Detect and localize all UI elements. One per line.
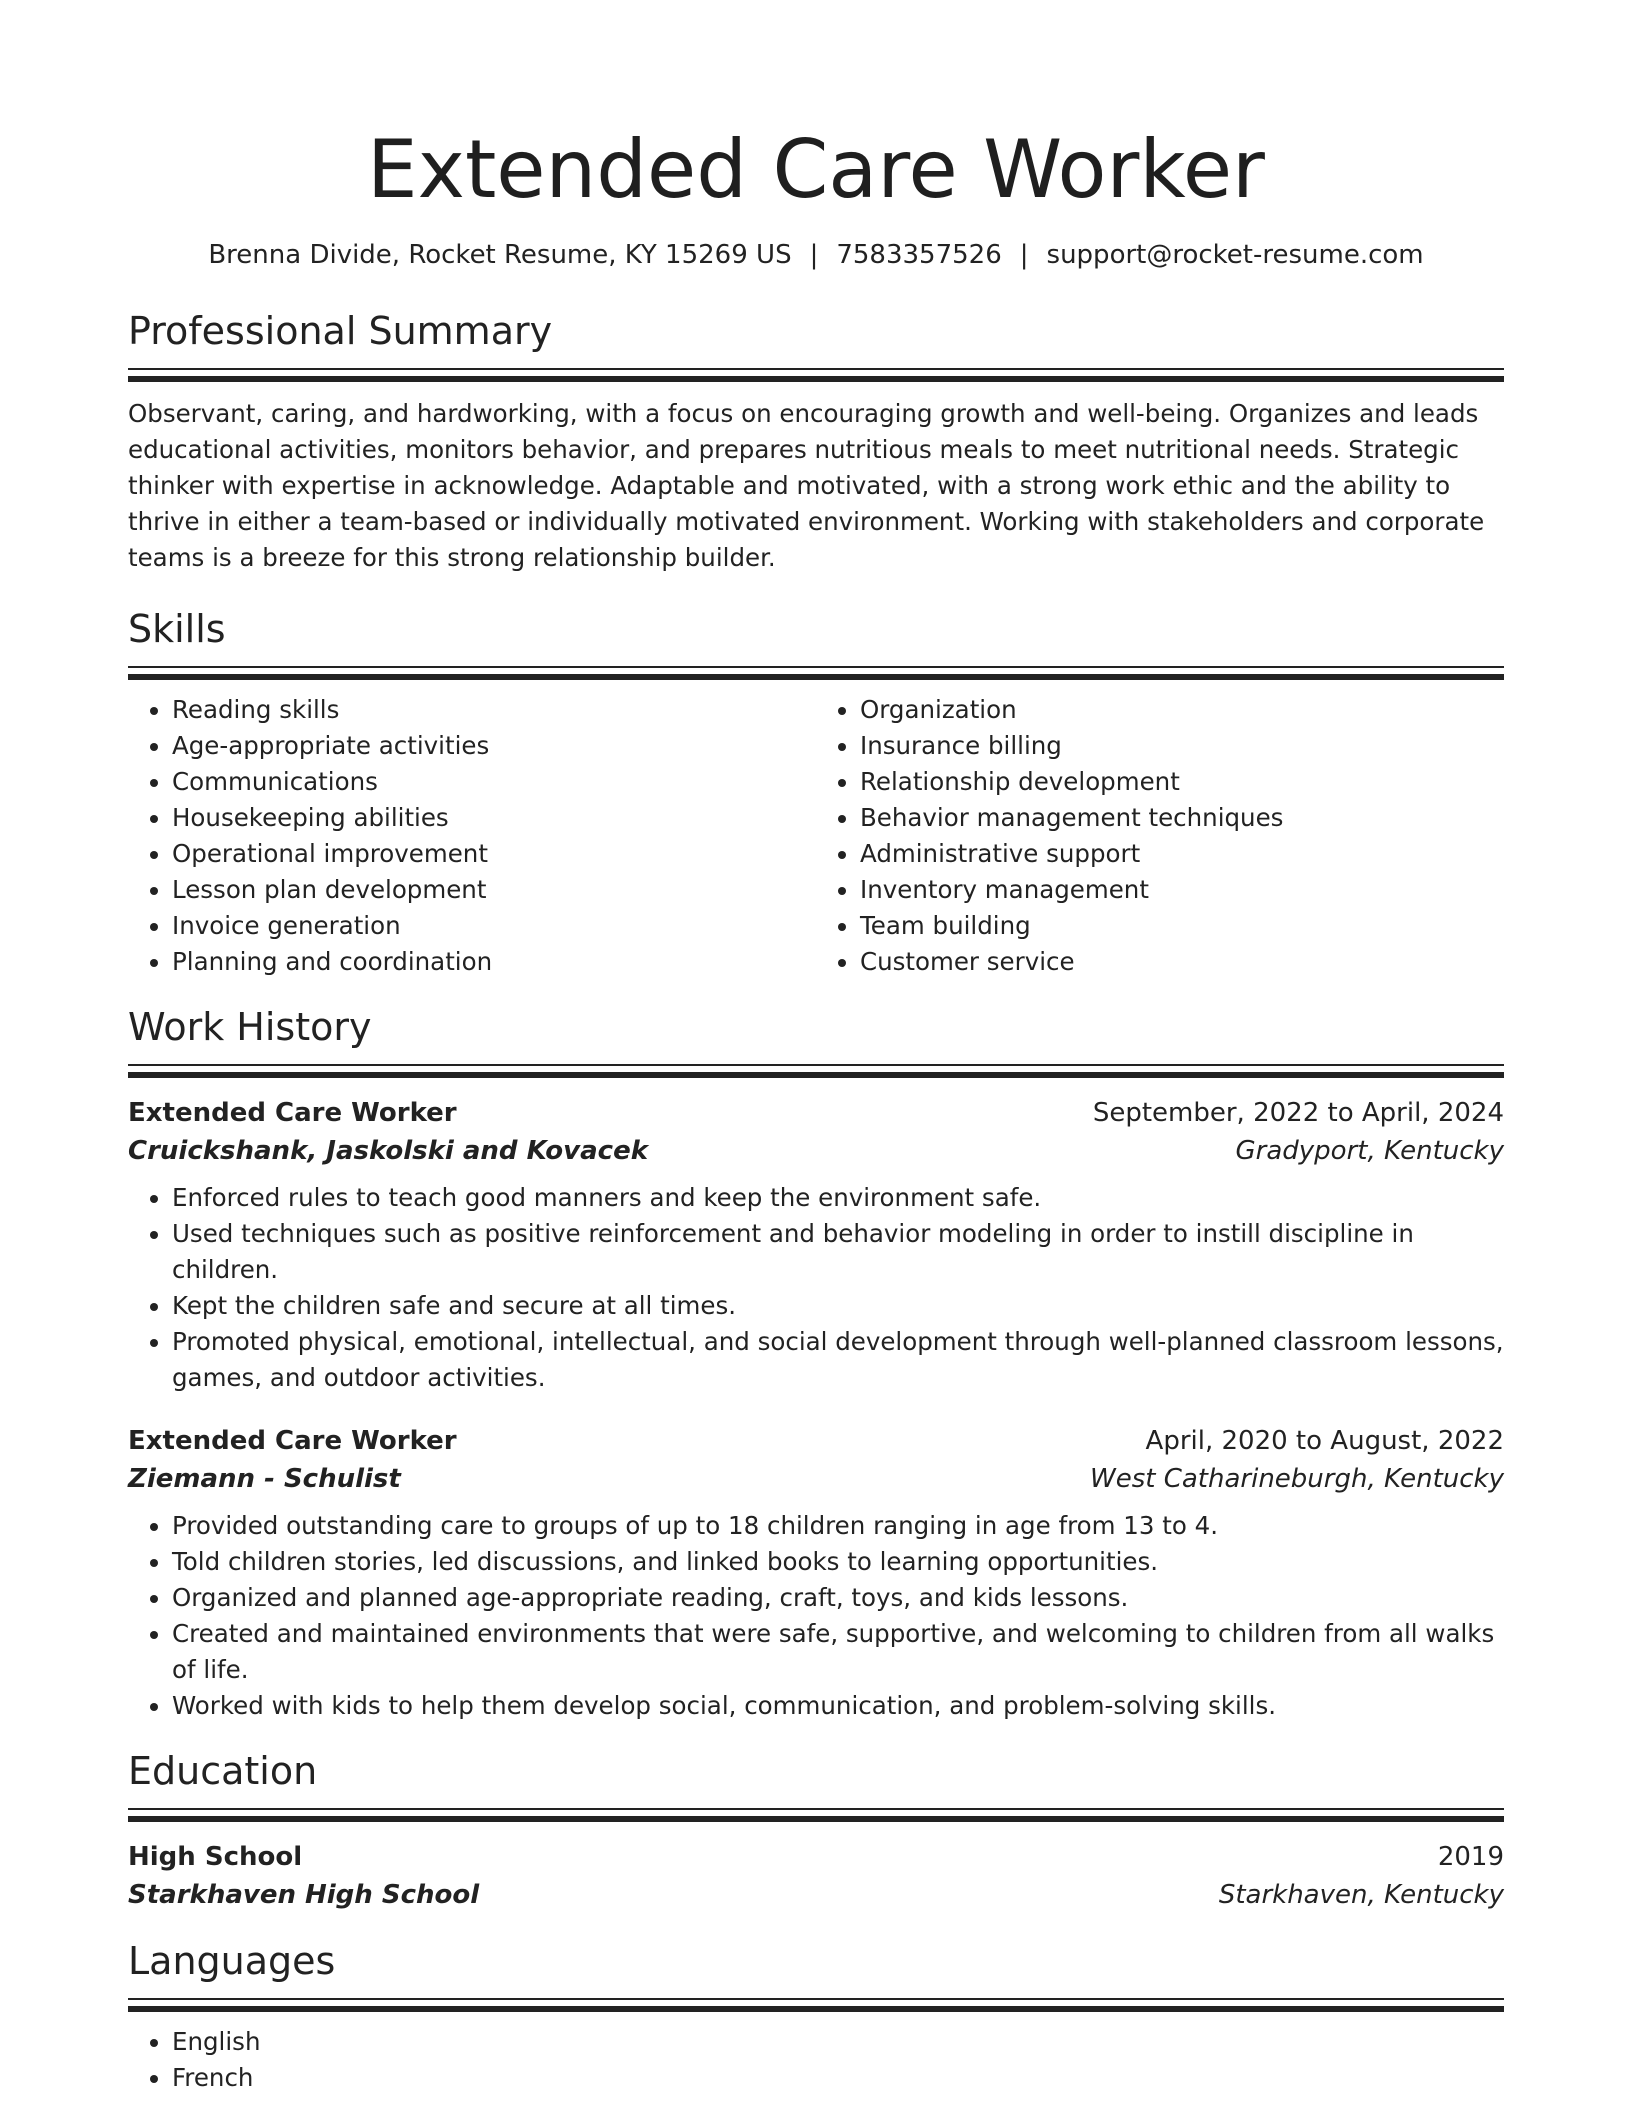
section-rule-thick <box>128 1816 1504 1822</box>
education-school: Starkhaven High School <box>128 1880 480 1910</box>
job-title: Extended Care Worker <box>128 1098 457 1128</box>
job-subheader <box>128 1132 1504 1170</box>
skill-item: • Lesson plan development <box>172 872 816 908</box>
languages-section <box>128 1938 1504 2096</box>
education-location: Starkhaven, Kentucky <box>1218 1880 1504 1910</box>
skills-list-right <box>816 692 1504 980</box>
summary-text: Observant, caring, and hardworking, with a focus on encouraging growth and well-being. Organizes and leads educational activities, monitors behavior, and prepares nutritious meals to meet nutritional needs. Strategic thinker with expertise in acknowledge. Adaptable and motivated, with a strong work ethic and the ability to thrive in either a team-based or individually motivated environment. Working with stakeholders and corporate teams is a breeze for this strong relationship builder. <box>128 399 1485 572</box>
section-rule-thick <box>128 2006 1504 2012</box>
job-bullets <box>128 1180 1504 1396</box>
section-rule-thick <box>128 674 1504 680</box>
job-title: Extended Care Worker <box>128 1426 457 1456</box>
job-bullet: • Enforced rules to teach good manners and keep the environment safe. <box>172 1180 1504 1216</box>
job-entry <box>128 1422 1504 1724</box>
job-header <box>128 1422 1504 1460</box>
skill-item: • Invoice generation <box>172 908 816 944</box>
job-dates: April, 2020 to August, 2022 <box>1145 1426 1504 1456</box>
job-bullet: • Promoted physical, emotional, intellectual, and social development through well-planned classroom lessons, games, and outdoor activities. <box>172 1324 1504 1396</box>
job-bullet: • Kept the children safe and secure at all times. <box>172 1288 1504 1324</box>
skill-item: • Planning and coordination <box>172 944 816 980</box>
language-item: • English <box>172 2024 1504 2060</box>
work-section <box>128 1004 1504 1724</box>
section-rule <box>128 1998 1504 2000</box>
education-section <box>128 1748 1504 1914</box>
section-rule <box>128 368 1504 370</box>
skills-list-left <box>128 692 816 980</box>
job-bullet: • Created and maintained environments that were safe, supportive, and welcoming to children from all walks of life. <box>172 1616 1504 1688</box>
skill-item: • Customer service <box>860 944 1504 980</box>
job-bullet: • Told children stories, led discussions, and linked books to learning opportunities. <box>172 1544 1504 1580</box>
education-entry <box>128 1838 1504 1914</box>
job-bullet: • Provided outstanding care to groups of up to 18 children ranging in age from 13 to 4. <box>172 1508 1504 1544</box>
section-rule-thick <box>128 376 1504 382</box>
skill-item: • Behavior management techniques <box>860 800 1504 836</box>
summary-section <box>128 308 1504 576</box>
section-title-summary: Professional Summary <box>128 309 553 353</box>
skill-item: • Operational improvement <box>172 836 816 872</box>
section-rule <box>128 666 1504 668</box>
skill-item: • Reading skills <box>172 692 816 728</box>
contact-phone: 7583357526 <box>836 240 1002 270</box>
skill-item: • Insurance billing <box>860 728 1504 764</box>
skill-item: • Administrative support <box>860 836 1504 872</box>
section-rule <box>128 1064 1504 1066</box>
job-location: West Catharineburgh, Kentucky <box>1090 1464 1504 1494</box>
section-title-education: Education <box>128 1749 318 1793</box>
language-item: • French <box>172 2060 1504 2096</box>
job-bullet: • Worked with kids to help them develop social, communication, and problem-solving skills. <box>172 1688 1504 1724</box>
job-bullet: • Used techniques such as positive reinforcement and behavior modeling in order to instill discipline in children. <box>172 1216 1504 1288</box>
section-title-languages: Languages <box>128 1939 336 1983</box>
contact-separator: | <box>809 240 819 270</box>
education-header <box>128 1838 1504 1876</box>
skill-item: • Age-appropriate activities <box>172 728 816 764</box>
education-degree: High School <box>128 1842 303 1872</box>
education-year: 2019 <box>1437 1842 1504 1872</box>
contact-line <box>128 238 1504 272</box>
skill-item: • Inventory management <box>860 872 1504 908</box>
job-company: Ziemann - Schulist <box>128 1464 401 1494</box>
languages-list <box>128 2024 1504 2096</box>
skill-item: • Housekeeping abilities <box>172 800 816 836</box>
resume-name: Extended Care Worker <box>367 123 1265 216</box>
job-company: Cruickshank, Jaskolski and Kovacek <box>128 1136 648 1166</box>
skills-section <box>128 606 1504 980</box>
job-entry <box>128 1094 1504 1396</box>
job-dates: September, 2022 to April, 2024 <box>1092 1098 1504 1128</box>
skill-item: • Organization <box>860 692 1504 728</box>
skill-item: • Team building <box>860 908 1504 944</box>
contact-email: support@rocket-resume.com <box>1046 240 1424 270</box>
contact-separator: | <box>1019 240 1029 270</box>
job-subheader <box>128 1460 1504 1498</box>
contact-address: Brenna Divide, Rocket Resume, KY 15269 US <box>208 240 792 270</box>
education-subheader <box>128 1876 1504 1914</box>
skill-item: • Relationship development <box>860 764 1504 800</box>
job-bullets <box>128 1508 1504 1724</box>
section-rule <box>128 1808 1504 1810</box>
section-rule-thick <box>128 1072 1504 1078</box>
job-location: Gradyport, Kentucky <box>1235 1136 1504 1166</box>
job-bullet: • Organized and planned age-appropriate reading, craft, toys, and kids lessons. <box>172 1580 1504 1616</box>
section-title-work: Work History <box>128 1005 372 1049</box>
skills-columns <box>128 692 1504 980</box>
section-title-skills: Skills <box>128 607 226 651</box>
skill-item: • Communications <box>172 764 816 800</box>
job-header <box>128 1094 1504 1132</box>
